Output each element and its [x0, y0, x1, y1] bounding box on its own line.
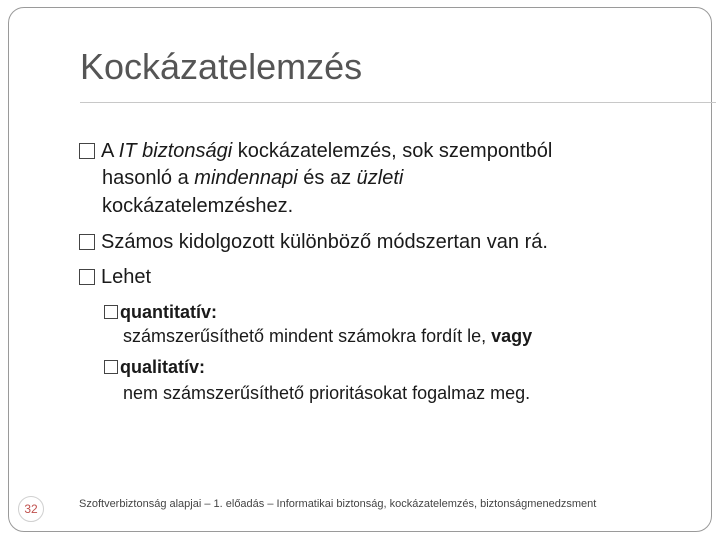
quantitative-description [123, 324, 532, 348]
checkbox-bullet-icon [104, 360, 118, 374]
bullet-2 [79, 229, 548, 256]
bullet-1-line-2-b: és az [297, 167, 357, 189]
bullet-1-line-2-a: hasonló a [102, 167, 195, 189]
bullet-1-italic-mindennapi: mindennapi [194, 167, 298, 189]
bullet-1-text-a: A [101, 140, 119, 162]
checkbox-bullet-icon [79, 234, 95, 250]
bullet-1 [79, 138, 552, 165]
page-number-badge [18, 496, 44, 522]
page-number: 32 [24, 502, 38, 516]
checkbox-bullet-icon [79, 143, 95, 159]
sub-bullet-qualitative [104, 355, 205, 379]
qualitative-label: qualitatív: [120, 357, 206, 377]
bullet-3 [79, 264, 151, 291]
qualitative-description: nem számszerűsíthető prioritásokat fogalmaz meg. [123, 383, 531, 403]
title-divider [80, 102, 716, 103]
bullet-1-text-b: kockázatelemzés, sok szempontból [232, 140, 553, 162]
checkbox-bullet-icon [79, 269, 95, 285]
bullet-1-italic: IT biztonsági [118, 140, 233, 162]
bullet-1-line-2 [102, 165, 403, 192]
bullet-3-text: Lehet [101, 266, 152, 288]
bullet-1-line-3: kockázatelemzéshez. [102, 195, 294, 217]
quantitative-desc-text: számszerűsíthető mindent számokra fordít le, [123, 326, 492, 346]
bullet-1-italic-uzleti: üzleti [356, 167, 404, 189]
slide-title: Kockázatelemzés [80, 46, 363, 87]
bullet-2-text: Számos kidolgozott különböző módszertan van rá. [101, 231, 548, 253]
footer-text: Szoftverbiztonság alapjai – 1. előadás – Informatikai biztonság, kockázatelemzés, biztonságmenedzsment [79, 498, 597, 510]
quantitative-label: quantitatív: [120, 302, 217, 322]
sub-bullet-quantitative [104, 300, 217, 324]
checkbox-bullet-icon [104, 305, 118, 319]
quantitative-desc-bold: vagy [491, 326, 533, 346]
